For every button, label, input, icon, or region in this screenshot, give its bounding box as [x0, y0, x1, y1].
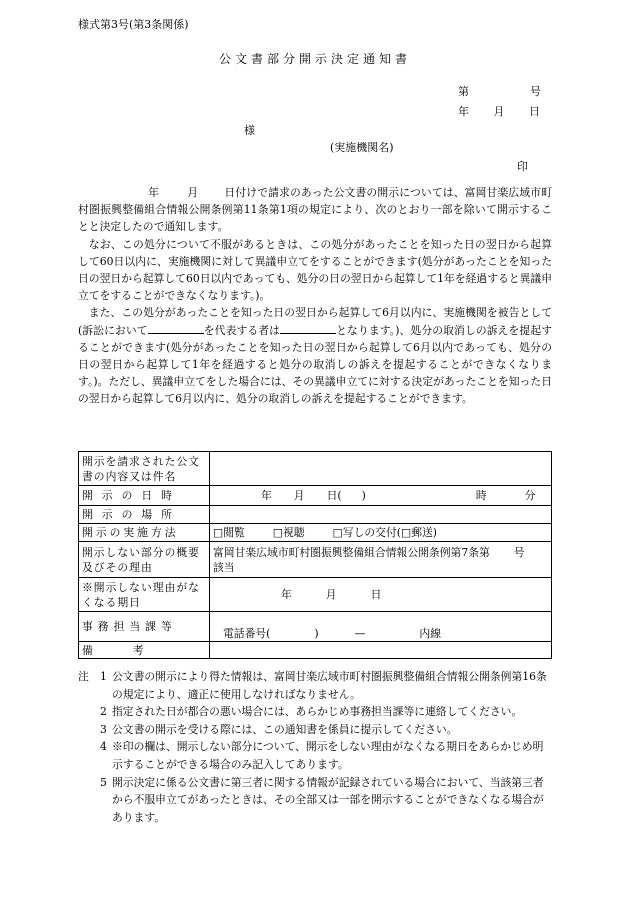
row-label-remarks: 備考 [79, 642, 210, 659]
row-label-date: 開示の日時 [79, 486, 210, 506]
disclosure-table [78, 451, 552, 659]
row-label-expiry: ※開示しない理由がなくなる期日 [79, 578, 210, 612]
table-row [79, 486, 552, 506]
table-row [79, 642, 552, 659]
seal-mark: 印 [517, 160, 528, 173]
body-paragraph-2: なお、この処分について不服があるときは、この処分があったことを知った日の翌日から起算して60日以内に、実施機関に対して異議申立てをすることができます(処分があったことを知った日の翌日から起算して60日以内であっても、処分の日の翌日から起算して1年を経過すると異議申立てをすることができなくなります。)。 [78, 237, 552, 303]
option-reading[interactable]: □閲覧 [213, 526, 245, 539]
row-value-expiry: 年 月 日 [210, 578, 552, 612]
doc-date-year: 年 [458, 105, 469, 118]
doc-date [458, 103, 540, 119]
note-item: 2 指定された日が都合の悪い場合には、あらかじめ事務担当課等に連絡してください。 [100, 705, 523, 719]
row-label-contact: 事務担当課等 [79, 612, 210, 642]
row-label-method: 開示の実施方法 [79, 524, 210, 542]
doc-number-go: 号 [530, 85, 541, 98]
option-copy[interactable]: □写しの交付(□郵送) [332, 526, 437, 539]
table-row [79, 506, 552, 524]
notice-body [78, 184, 552, 408]
note-item: 4 ※印の欄は、開示しない部分について、開示をしない理由がなくなる期日をあらかじめ明示することができる場合のみ記入してあります。 [100, 740, 544, 771]
row-value-request-content [210, 452, 552, 486]
row-value-method [210, 524, 552, 542]
doc-date-day: 日 [529, 105, 540, 118]
note-item: 5 開示決定に係る公文書に第三者に関する情報が記録されている場合において、当該第三者から不服申立てがあったときは、その全部又は一部を開示することができなくなる場合があります。 [100, 775, 544, 824]
row-value-contact: 電話番号( ) — 内線 [210, 612, 552, 642]
row-value-date: 年 月 日( ) 時 分 [210, 486, 552, 506]
table-row [79, 452, 552, 486]
body-paragraph-3: また、この処分があったことを知った日の翌日から起算して6月以内に、実施機関を被告として(訴訟において を代表する者は となります。)、処分の取消しの訴えを提起することができます(処分があったことを知った日の翌日から起算して6月以内であっても、処分の日の翌日から起算して1年を経過すると処分の取消しの訴えを提起することができなくなります。)。ただし、異議申立てをした場合には、その異議申立てに対する決定があったことを知った日の翌日から起算して6月以内に、処分の取消しの訴えを提起することができます。 [78, 306, 553, 406]
note-item: 注 1 公文書の開示により得た情報は、富岡甘楽広域市町村圏振興整備組合情報公開条例第16条の規定により、適正に使用しなければなりません。 [78, 670, 547, 701]
table-row [79, 542, 552, 578]
row-label-request-content: 開示を請求された公文書の内容又は件名 [79, 452, 210, 486]
note-item: 3 公文書の開示を受ける際には、この通知書を係員に提示してください。 [100, 722, 458, 736]
notes-section [78, 668, 552, 826]
row-label-undisclosed: 開示しない部分の概要及びその理由 [79, 542, 210, 578]
table-row [79, 612, 552, 642]
agency-name: (実施機関名) [330, 141, 394, 154]
option-viewing[interactable]: □視聴 [272, 526, 305, 539]
document-title: 公文書部分開示決定通知書 [218, 52, 411, 66]
table-row [79, 578, 552, 612]
blank-line [280, 322, 336, 334]
table-row [79, 524, 552, 542]
row-label-place: 開示の場所 [79, 506, 210, 524]
body-paragraph-1: 年 月 日付けで請求のあった公文書の開示については、富岡甘楽広域市町村圏振興整備組合情報公開条例第11条第1項の規定により、次のとおり一部を除いて開示することと決定したので通知します。 [78, 186, 553, 234]
doc-date-month: 月 [493, 105, 505, 118]
row-value-undisclosed: 富岡甘楽広域市町村圏振興整備組合情報公開条例第7条第 号 該当 [210, 542, 552, 578]
addressee: 様 [244, 124, 255, 137]
row-value-remarks [210, 642, 552, 659]
doc-number-dai: 第 [458, 85, 469, 98]
blank-line [148, 322, 204, 334]
form-number: 様式第3号(第3条関係) [78, 18, 189, 31]
row-value-place [210, 506, 552, 524]
